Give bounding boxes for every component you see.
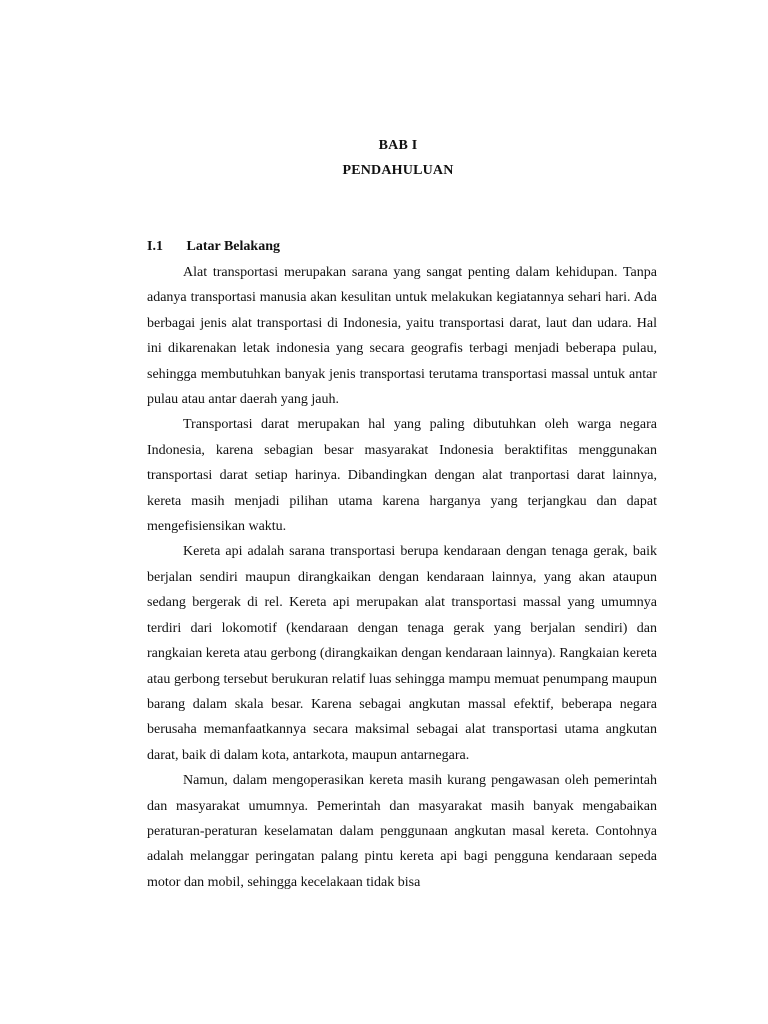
body-text bbox=[147, 260, 657, 895]
chapter-number: BAB I bbox=[378, 138, 418, 153]
paragraph-2: Transportasi darat merupakan hal yang paling dibutuhkan oleh warga negara Indonesia, karena sebagian besar masyarakat Indonesia beraktifitas menggunakan transportasi darat setiap harinya. Dibandingkan dengan alat tranportasi darat lainnya, kereta masih menjadi pilihan utama karena harganya yang terjangkau dan dapat mengefisiensikan waktu. bbox=[147, 417, 657, 535]
section-number: I.1 bbox=[147, 239, 163, 254]
section-title: Latar Belakang bbox=[186, 239, 280, 254]
paragraph-4: Namun, dalam mengoperasikan kereta masih kurang pengawasan oleh pemerintah dan masyarakat umumnya. Pemerintah dan masyarakat masih banyak mengabaikan peraturan-peraturan keselamatan dalam penggunaan angkutan masal kereta. Contohnya adalah melanggar peringatan palang pintu kereta api bagi pengguna kendaraan sepeda motor dan mobil, sehingga kecelakaan tidak bisa bbox=[147, 773, 657, 890]
chapter-title: PENDAHULUAN bbox=[342, 163, 454, 178]
paragraph-3: Kereta api adalah sarana transportasi berupa kendaraan dengan tenaga gerak, baik berjalan sendiri maupun dirangkaikan dengan kendaraan lainnya, yang akan ataupun sedang bergerak di rel. Kereta api merupakan alat transportasi massal yang umumnya terdiri dari lokomotif (kendaraan dengan tenaga gerak yang berjalan sendiri) dan rangkaian kereta atau gerbong (dirangkaikan dengan kendaraan lainnya). Rangkaian kereta atau gerbong tersebut berukuran relatif luas sehingga mampu memuat penumpang maupun barang dalam skala besar. Karena sebagai angkutan massal efektif, beberapa negara berusaha memanfaatkannya secara maksimal sebagai alat transportasi utama angkutan darat, baik di dalam kota, antarkota, maupun antarnegara. bbox=[147, 544, 657, 763]
section-heading bbox=[147, 239, 280, 255]
paragraph-1: Alat transportasi merupakan sarana yang sangat penting dalam kehidupan. Tanpa adanya transportasi manusia akan kesulitan untuk melakukan kegiatannya sehari hari. Ada berbagai jenis alat transportasi di Indonesia, yaitu transportasi darat, laut dan udara. Hal ini dikarenakan letak indonesia yang secara geografis terbagi menjadi beberapa pulau, sehingga membutuhkan banyak jenis transportasi terutama transportasi massal untuk antar pulau atau antar daerah yang jauh. bbox=[147, 265, 657, 408]
